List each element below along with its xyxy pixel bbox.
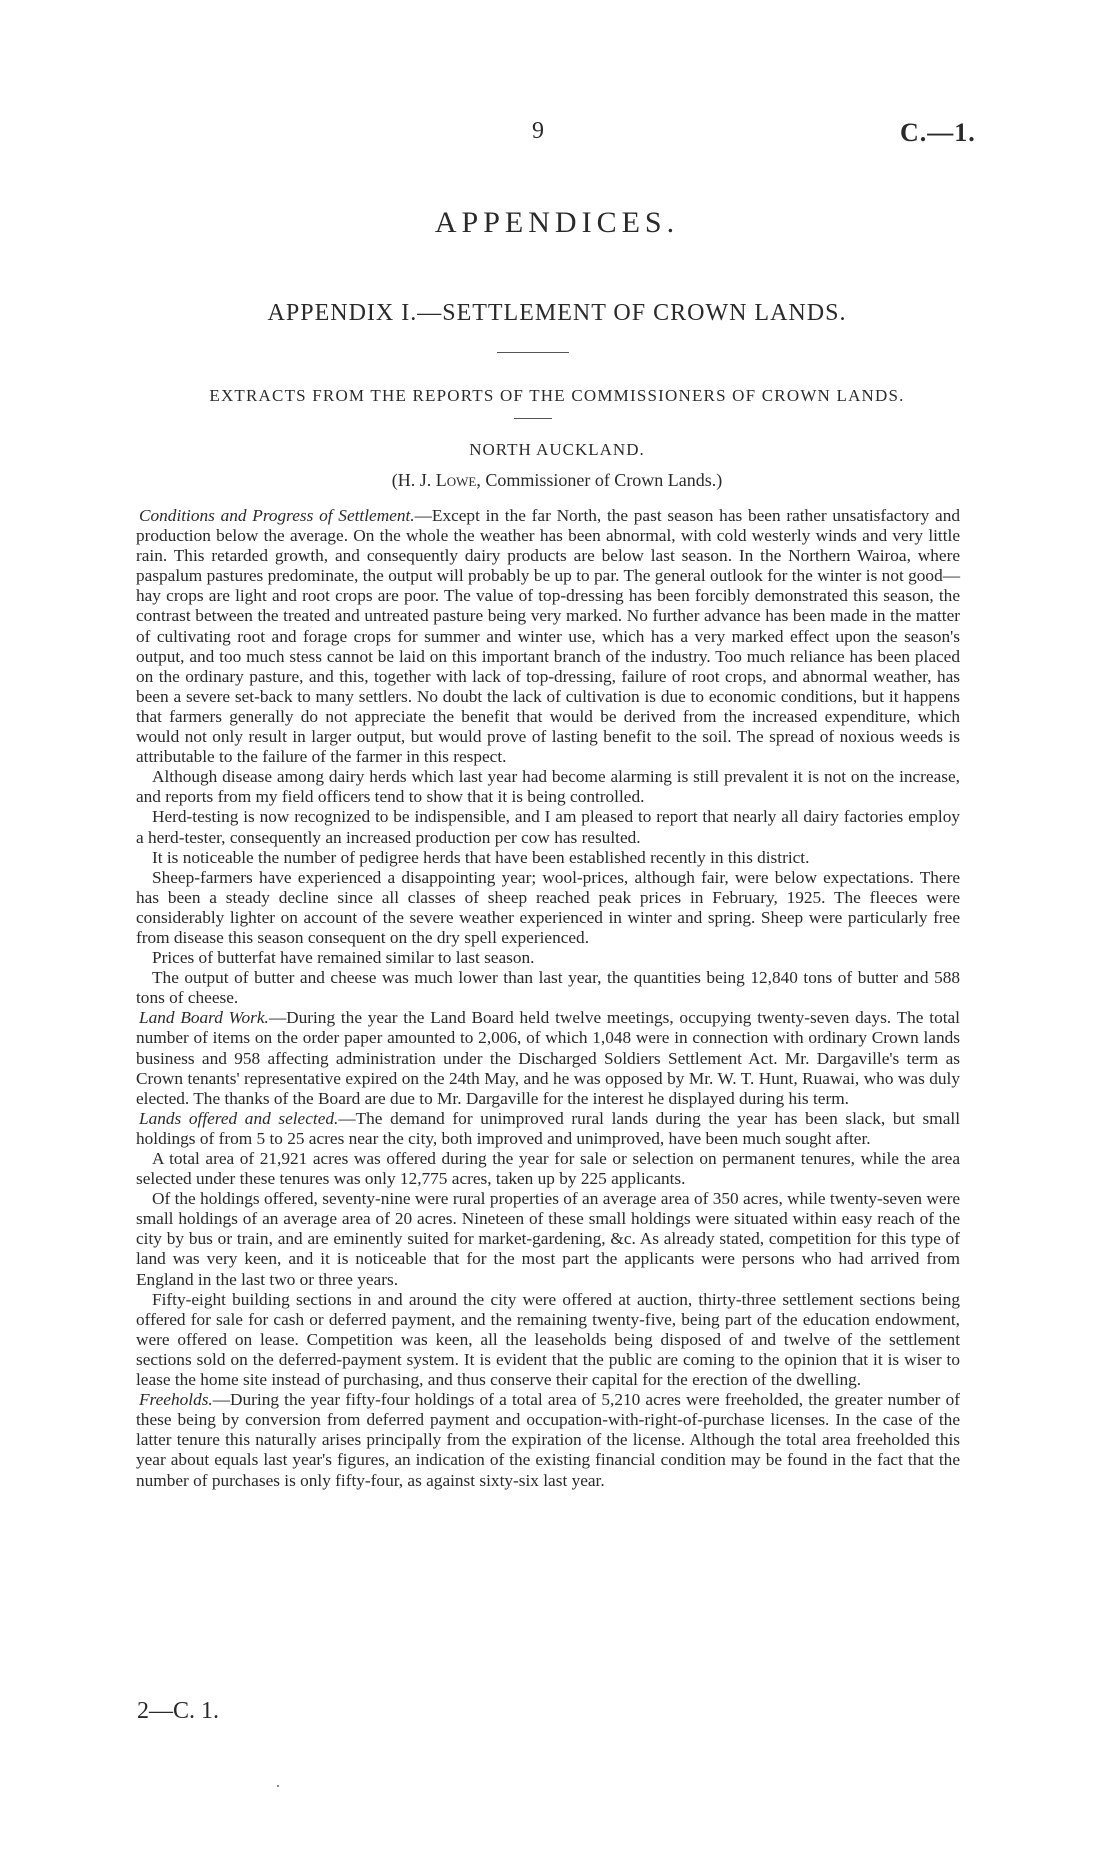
appendices-heading: APPENDICES. bbox=[434, 206, 680, 239]
paragraph-sidehead: Conditions and Progress of Settlement. bbox=[139, 506, 415, 525]
commissioner-line bbox=[0, 470, 1114, 491]
paragraph bbox=[136, 807, 960, 847]
paragraph-sidehead: Lands offered and selected. bbox=[139, 1108, 339, 1128]
paragraph-text: Prices of butterfat have remained similar to last season. bbox=[152, 948, 535, 968]
paragraph bbox=[136, 1149, 960, 1189]
paragraph-text: It is noticeable the number of pedigree herds that have been established recently in this district. bbox=[152, 847, 810, 867]
signature-mark: 2—C. 1. bbox=[137, 1698, 220, 1724]
paragraph-text: Of the holdings offered, seventy-nine were rural properties of an average area of 350 acres, while twenty-seven were small holdings of an average area of 20 acres. Nineteen of these small holdings were situated within easy reach of the city by bus or train, and are eminently suited for market-gardening, &c. As already stated, competition for this type of land was very keen, and it is noticeable that for the most part the applicants were persons who had arrived from England in the last two or three years. bbox=[136, 1189, 960, 1289]
paragraph-text: The output of butter and cheese was much lower than last year, the quantities being 12,840 tons of butter and 588 tons of cheese. bbox=[136, 968, 960, 1008]
paragraph-text: —During the year fifty-four holdings of a total area of 5,210 acres were freeholded, the greater number of these being by conversion from deferred payment and occupation-with-right-of-purchase licenses. In the case of the latter tenure this naturally arises principally from the expiration of the license. Although the total area freeholded this year about equals last year's figures, an indication of the existing financial condition may be found in the fact that the number of purchases is only fifty-four, as against sixty-six last year. bbox=[136, 1390, 960, 1490]
paragraph-text: Herd-testing is now recognized to be indispensible, and I am pleased to report that nearly all dairy factories employ a herd-tester, consequently an increased production per cow has resulted. bbox=[136, 807, 960, 847]
paragraph bbox=[136, 948, 960, 968]
divider-rule bbox=[514, 418, 552, 419]
paragraph bbox=[136, 1390, 960, 1490]
page-number: 9 bbox=[532, 118, 544, 144]
report-body bbox=[136, 506, 960, 1491]
commissioner-suffix: , Commissioner of Crown Lands.) bbox=[476, 470, 723, 490]
appendix-title: APPENDIX I.—SETTLEMENT OF CROWN LANDS. bbox=[267, 300, 847, 326]
paragraph bbox=[136, 1008, 960, 1108]
paragraph bbox=[136, 968, 960, 1008]
commissioner-name: Lowe bbox=[435, 470, 477, 490]
paragraph-text: —During the year the Land Board held twelve meetings, occupying twenty-seven days. The total number of items on the order paper amounted to 2,006, of which 1,048 were in connection with ordinary Crown lands business and 958 affecting administration under the Discharged Soldiers Settlement Act. Mr. Dargaville's term as Crown tenants' representative expired on the 24th May, and he was opposed by Mr. W. T. Hunt, Ruawai, who was duly elected. The thanks of the Board are due to Mr. Dargaville for the interest he displayed during his term. bbox=[136, 1008, 960, 1108]
paragraph-text: Fifty-eight building sections in and around the city were offered at auction, thirty-three settlement sections being offered for sale for cash or deferred payment, and the remaining twenty-five, being part of the education endowment, were offered on lease. Competition was keen, all the leaseholds being disposed of and twelve of the settlement sections sold on the deferred-payment system. It is evident that the public are coming to the opinion that it is wiser to lease the home site instead of purchasing, and thus conserve their capital for the erection of the dwelling. bbox=[136, 1289, 960, 1390]
paragraph bbox=[136, 1290, 960, 1390]
paragraph bbox=[136, 767, 960, 807]
document-code: C.—1. bbox=[900, 118, 976, 147]
paragraph bbox=[136, 868, 960, 948]
paragraph bbox=[136, 1189, 960, 1289]
paragraph-text: —Except in the far North, the past season has been rather unsatisfactory and production below the average. On the whole the weather has been abnormal, with cold westerly winds and very little rain. This retarded growth, and consequently dairy products are below last season. In the Northern Wairoa, where paspalum pastures predominate, the output will probably be up to par. The general outlook for the winter is not good—hay crops are light and root crops are poor. The value of top-dressing has been forcibly demonstrated this season, the contrast between the treated and untreated pasture being very marked. No further advance has been made in the matter of cultivating root and forage crops for summer and winter use, which has a very marked effect upon the season's output, and too much stess cannot be laid on this important branch of the industry. Too much reliance has been placed on the ordinary pasture, and this, together with lack of top-dressing, failure of root crops, and abnormal weather, has been a severe set-back to many settlers. No doubt the lack of cultivation is due to economic conditions, but it happens that farmers generally do not appreciate the benefit that would be derived from the increased expenditure, which would not only result in larger output, but would prove of lasting benefit to the soil. The spread of noxious weeds is attributable to the failure of the farmer in this respect. bbox=[136, 506, 960, 767]
district-heading: NORTH AUCKLAND. bbox=[469, 440, 645, 459]
paragraph-text: Sheep-farmers have experienced a disappointing year; wool-prices, although fair, were below expectations. There has been a steady decline since all classes of sheep reached peak prices in February, 1925. The fleeces were considerably lighter on account of the severe weather experienced in winter and spring. Sheep were particularly free from disease this season consequent on the dry spell experienced. bbox=[136, 867, 960, 947]
paragraph-text: —The demand for unimproved rural lands during the year has been slack, but small holdings of from 5 to 25 acres near the city, both improved and unimproved, have been much sought after. bbox=[136, 1108, 960, 1148]
paragraph bbox=[136, 1109, 960, 1149]
paragraph-sidehead: Freeholds. bbox=[139, 1390, 213, 1410]
divider-rule bbox=[497, 352, 569, 353]
paragraph-text: A total area of 21,921 acres was offered during the year for sale or selection on permanent tenures, while the area selected under these tenures was only 12,775 acres, taken up by 225 applicants. bbox=[136, 1149, 960, 1189]
ink-speck bbox=[277, 1785, 279, 1787]
extracts-heading: EXTRACTS FROM THE REPORTS OF THE COMMISSIONERS OF CROWN LANDS. bbox=[209, 386, 905, 405]
paragraph-text: Although disease among dairy herds which last year had become alarming is still prevalent it is not on the increase, and reports from my field officers tend to show that it is being controlled. bbox=[136, 767, 960, 807]
paragraph-sidehead: Land Board Work. bbox=[139, 1008, 269, 1028]
paragraph bbox=[136, 848, 960, 868]
commissioner-prefix: (H. J. bbox=[391, 470, 436, 490]
paragraph bbox=[136, 506, 960, 767]
